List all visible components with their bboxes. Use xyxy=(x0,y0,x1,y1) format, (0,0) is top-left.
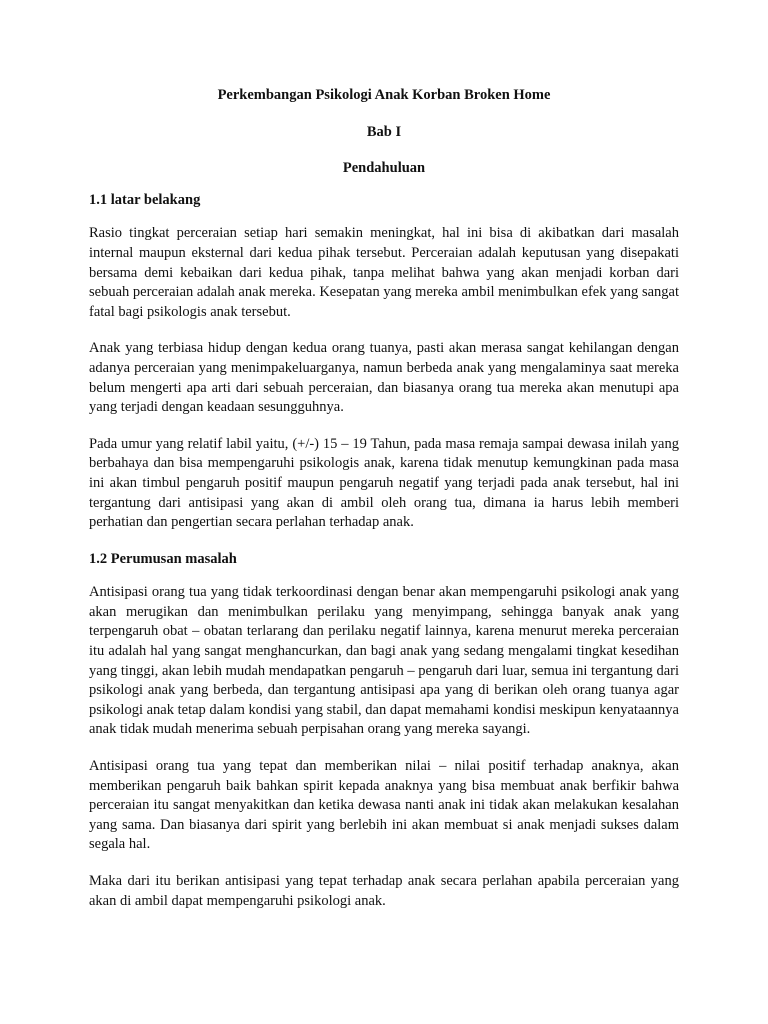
section-heading-perumusan-masalah: 1.2 Perumusan masalah xyxy=(89,550,237,567)
chapter-number: Bab I xyxy=(366,123,402,140)
section-heading-latar-belakang: 1.1 latar belakang xyxy=(89,191,201,208)
document-page xyxy=(89,86,679,911)
paragraph: Antisipasi orang tua yang tidak terkoordinasi dengan benar akan mempengaruhi psikologi anak yang akan merugikan dan menimbulkan perilaku yang menyimpang, sehingga banyak anak yang terpengaruh obat – obatan terlarang dan perilaku negatif lainnya, karena menurut mereka perceraian itu adalah hal yang sangat menghancurkan, dan bagi anak yang sedang mengalami tingkat kesedihan yang tinggi, akan lebih mudah mendapatkan pengaruh – pengaruh dari luar, semua ini tergantung dari psikologi anak yang berbeda, dan tergantung antisipasi apa yang di berikan oleh orang tuanya agar psikologi anak tetap dalam kondisi yang stabil, dan dapat memahami kondisi meskipun kenyataannya anak tidak mudah menerima sebuah perpisahan orang yang mereka sayangi. xyxy=(89,584,679,738)
paragraph: Antisipasi orang tua yang tepat dan memberikan nilai – nilai positif terhadap anaknya, akan memberikan pengaruh baik bahkan spirit kepada anaknya yang bisa membuat anak berfikir bahwa perceraian itu sangat menyakitkan dan ketika dewasa nanti anak ini tidak akan melakukan kesalahan yang sama. Dan biasanya dari spirit yang berlebih ini akan membuat si anak menjadi sukses dalam segala hal. xyxy=(89,758,679,853)
document-title: Perkembangan Psikologi Anak Korban Broken Home xyxy=(217,87,551,103)
paragraph: Maka dari itu berikan antisipasi yang tepat terhadap anak secara perlahan apabila perceraian yang akan di ambil dapat mempengaruhi psikologi anak. xyxy=(89,873,679,909)
paragraph: Rasio tingkat perceraian setiap hari semakin meningkat, hal ini bisa di akibatkan dari masalah internal maupun eksternal dari kedua pihak tersebut. Perceraian adalah keputusan yang disepakati bersama demi kebaikan dari kedua pihak, tanpa melihat bahwa yang akan menjadi korban dari sebuah perceraian adalah anak mereka. Kesepatan yang mereka ambil menimbulkan efek yang sangat fatal bagi psikologis anak tersebut. xyxy=(89,225,679,320)
chapter-name: Pendahuluan xyxy=(342,160,426,177)
paragraph: Pada umur yang relatif labil yaitu, (+/-) 15 – 19 Tahun, pada masa remaja sampai dewasa inilah yang berbahaya dan bisa mempengaruhi psikologis anak, karena tidak menutup kemungkinan pada masa ini akan timbul pengaruh positif maupun pengaruh negatif yang terjadi pada anak tersebut, hal ini tergantung dari antisipasi yang akan di ambil oleh orang tua, dimana ia harus lebih memberi perhatian dan pengertian secara perlahan terhadap anak. xyxy=(89,435,679,531)
paragraph: Anak yang terbiasa hidup dengan kedua orang tuanya, pasti akan merasa sangat kehilangan dengan adanya perceraian yang menimpakeluarganya, namun berbeda anak yang mengalaminya saat mereka belum mengerti apa arti dari sebuah perceraian, dan biasanya orang tua mereka akan menutupi apa yang terjadi dengan keadaan sesungguhnya. xyxy=(89,340,679,416)
